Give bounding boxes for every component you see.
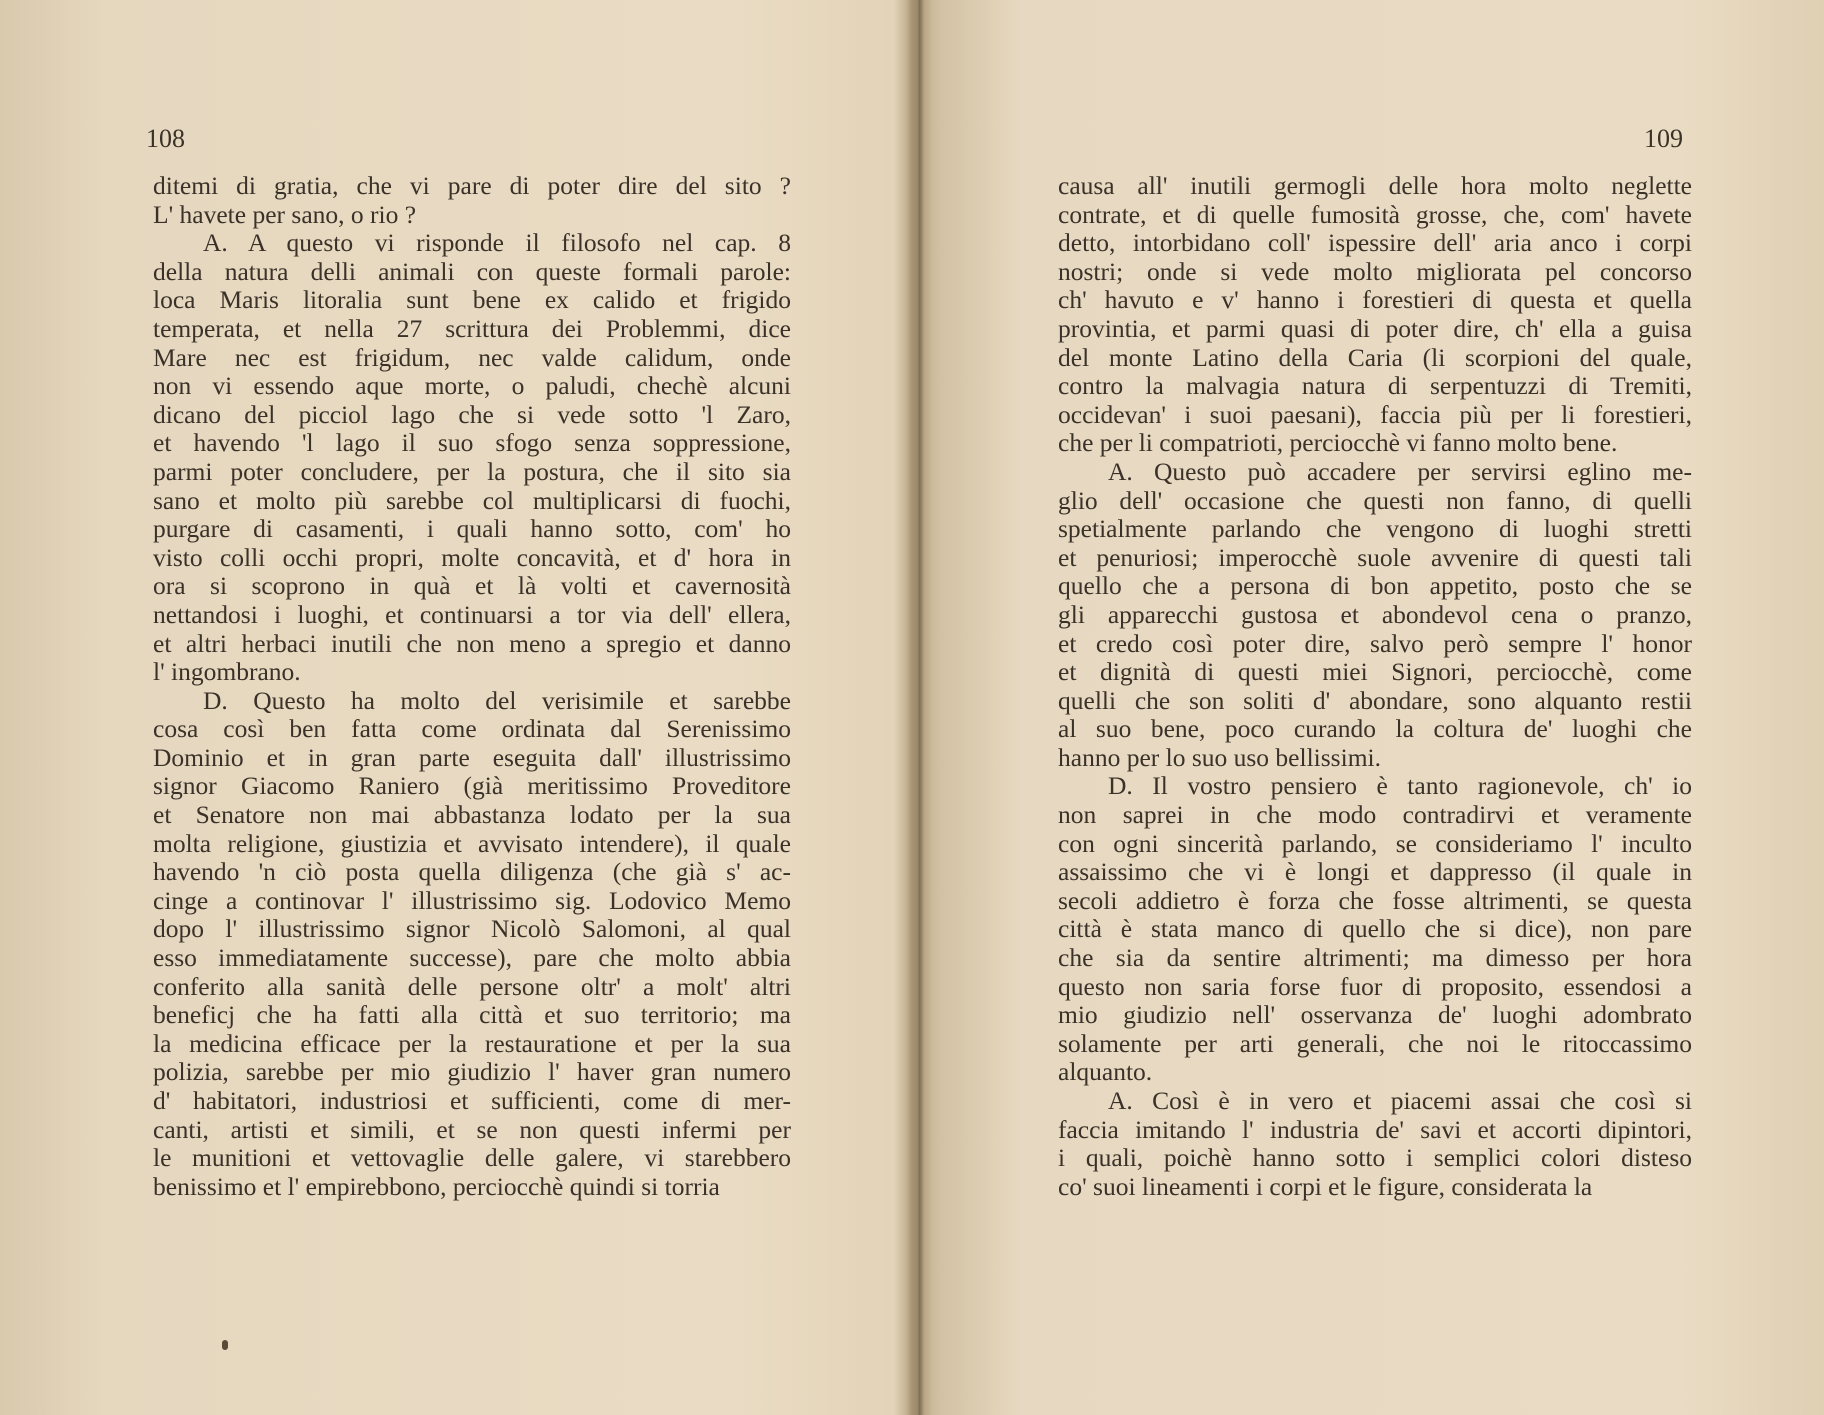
text-line: le munitioni et vettovaglie delle galere, vi starebbero — [153, 1143, 791, 1173]
text-line: la medicina efficace per la restauratione et per la sua — [153, 1028, 791, 1058]
text-line: non saprei in che modo contradirvi et veramente — [1058, 800, 1692, 830]
text-line: Dominio et in gran parte eseguita dall' illustrissimo — [153, 742, 791, 772]
text-line: D. Questo ha molto del verisimile et sarebbe — [203, 685, 791, 715]
text-line: et penuriosi; imperocchè suole avvenire di questi tali — [1058, 542, 1692, 572]
text-line: ora si scoprono in quà et là volti et cavernosità — [153, 571, 791, 601]
text-line: provintia, et parmi quasi di poter dire, ch' ella a guisa — [1058, 313, 1692, 343]
text-line: signor Giacomo Raniero (già meritissimo Proveditore — [153, 771, 791, 801]
text-line: polizia, sarebbe per mio giudizio l' haver gran numero — [153, 1057, 791, 1087]
text-line: benissimo et l' empirebbono, perciocchè quindi si torria — [153, 1171, 720, 1201]
text-line: gli apparecchi gustosa et abondevol cena o pranzo, — [1058, 599, 1692, 629]
text-line: faccia imitando l' industria de' savi et accorti dipintori, — [1058, 1114, 1692, 1144]
text-line: contrate, et di quelle fumosità grosse, che, com' havete — [1058, 199, 1692, 229]
text-line: sano et molto più sarebbe col multiplicarsi di fuochi, — [153, 485, 791, 515]
text-line: dopo l' illustrissimo signor Nicolò Salomoni, al qual — [153, 914, 791, 944]
text-line: ch' havuto e v' hanno i forestieri di questa et quella — [1058, 285, 1692, 315]
text-line: beneficj che ha fatti alla città et suo territorio; ma — [153, 1000, 791, 1030]
text-line: parmi poter concludere, per la postura, che il sito sia — [153, 456, 791, 486]
text-line: assaissimo che vi è longi et dappresso (il quale in — [1058, 857, 1692, 887]
text-line: canti, artisti et simili, et se non questi infermi per — [153, 1114, 791, 1144]
text-line: et Senatore non mai abbastanza lodato per la sua — [153, 800, 791, 830]
text-line: con ogni sincerità parlando, se consideriamo l' inculto — [1058, 828, 1692, 858]
text-line: quello che a persona di bon appetito, posto che se — [1058, 571, 1692, 601]
text-line: ditemi di gratia, che vi pare di poter dire del sito ? — [153, 171, 791, 200]
text-line: nostri; onde si vede molto migliorata pel concorso — [1058, 256, 1692, 286]
text-line: D. Il vostro pensiero è tanto ragionevole, ch' io — [1108, 771, 1692, 801]
right-page — [926, 0, 1824, 1415]
text-line: l' ingombrano. — [153, 657, 301, 687]
text-line: et altri herbaci inutili che non meno a spregio et danno — [153, 628, 791, 658]
text-line: quelli che son soliti d' abondare, sono alquanto restii — [1058, 685, 1692, 715]
text-line: causa all' inutili germogli delle hora molto neglette — [1058, 171, 1692, 200]
text-line: alquanto. — [1058, 1057, 1153, 1087]
text-line: havendo 'n ciò posta quella diligenza (che già s' ac- — [153, 857, 791, 887]
text-line: d' habitatori, industriosi et sufficienti, come di mer- — [153, 1086, 791, 1115]
text-line: L' havete per sano, o rio ? — [153, 199, 417, 229]
text-line: esso immediatamente successe), pare che molto abbia — [153, 943, 791, 973]
text-line: A. Questo può accadere per servirsi eglino me- — [1108, 456, 1692, 486]
text-line: questo non saria forse fuor di proposito, essendosi a — [1058, 971, 1692, 1001]
text-line: nettandosi i luoghi, et continuarsi a tor via dell' ellera, — [153, 599, 791, 629]
text-line: dicano del picciol lago che si vede sotto 'l Zaro, — [153, 399, 791, 429]
text-line: detto, intorbidano coll' ispessire dell' aria anco i corpi — [1058, 228, 1692, 258]
page-body — [153, 172, 791, 1201]
text-line: temperata, et nella 27 scrittura dei Problemmi, dice — [153, 313, 791, 343]
text-line: Mare nec est frigidum, nec valde calidum, onde — [153, 342, 791, 372]
text-line: et havendo 'l lago il suo sfogo senza soppressione, — [153, 428, 791, 458]
ink-speck — [222, 1340, 228, 1350]
text-line: che per li compatrioti, perciocchè vi fanno molto bene. — [1058, 428, 1618, 458]
text-line: città è stata manco di quello che si dice), non pare — [1058, 914, 1692, 944]
text-line: secoli addietro è forza che fosse altrimenti, se questa — [1058, 885, 1692, 915]
page-body — [1058, 172, 1692, 1201]
text-line: co' suoi lineamenti i corpi et le figure, considerata la — [1058, 1171, 1593, 1201]
text-line: solamente per arti generali, che noi le ritoccassimo — [1058, 1028, 1692, 1058]
page-number: 109 — [1644, 124, 1683, 153]
text-line: purgare di casamenti, i quali hanno sotto, com' ho — [153, 514, 791, 544]
text-line: al suo bene, poco curando la coltura de' luoghi che — [1058, 714, 1692, 744]
text-line: cinge a continovar l' illustrissimo sig. Lodovico Memo — [153, 885, 791, 915]
text-line: contro la malvagia natura di serpentuzzi di Tremiti, — [1058, 371, 1692, 401]
text-line: hanno per lo suo uso bellissimi. — [1058, 742, 1381, 772]
text-line: molta religione, giustizia et avvisato intendere), il quale — [153, 828, 791, 858]
page-number: 108 — [146, 124, 185, 153]
text-line: A. A questo vi risponde il filosofo nel cap. 8 — [203, 228, 791, 258]
text-line: A. Così è in vero et piacemi assai che così si — [1108, 1086, 1692, 1115]
text-line: mio giudizio nell' osservanza de' luoghi adombrato — [1058, 1000, 1692, 1030]
text-line: et credo così poter dire, salvo però sempre l' honor — [1058, 628, 1692, 658]
text-line: occidevan' i suoi paesani), faccia più per li forestieri, — [1058, 399, 1692, 429]
text-line: del monte Latino della Caria (li scorpioni del quale, — [1058, 342, 1692, 372]
text-line: che sia da sentire altrimenti; ma dimesso per hora — [1058, 943, 1692, 973]
text-line: et dignità di questi miei Signori, perciocchè, come — [1058, 657, 1692, 687]
text-line: loca Maris litoralia sunt bene ex calido et frigido — [153, 285, 791, 315]
text-line: non vi essendo aque morte, o paludi, chechè alcuni — [153, 371, 791, 401]
text-line: conferito alla sanità delle persone oltr' a molt' altri — [153, 971, 791, 1001]
text-line: i quali, poichè hanno sotto i semplici colori disteso — [1058, 1143, 1692, 1173]
text-line: visto colli occhi propri, molte concavità, et d' hora in — [153, 542, 791, 572]
text-line: spetialmente parlando che vengono di luoghi stretti — [1058, 514, 1692, 544]
text-line: cosa così ben fatta come ordinata dal Serenissimo — [153, 714, 791, 744]
text-line: della natura delli animali con queste formali parole: — [153, 256, 791, 286]
text-line: glio dell' occasione che questi non fanno, di quelli — [1058, 485, 1692, 515]
